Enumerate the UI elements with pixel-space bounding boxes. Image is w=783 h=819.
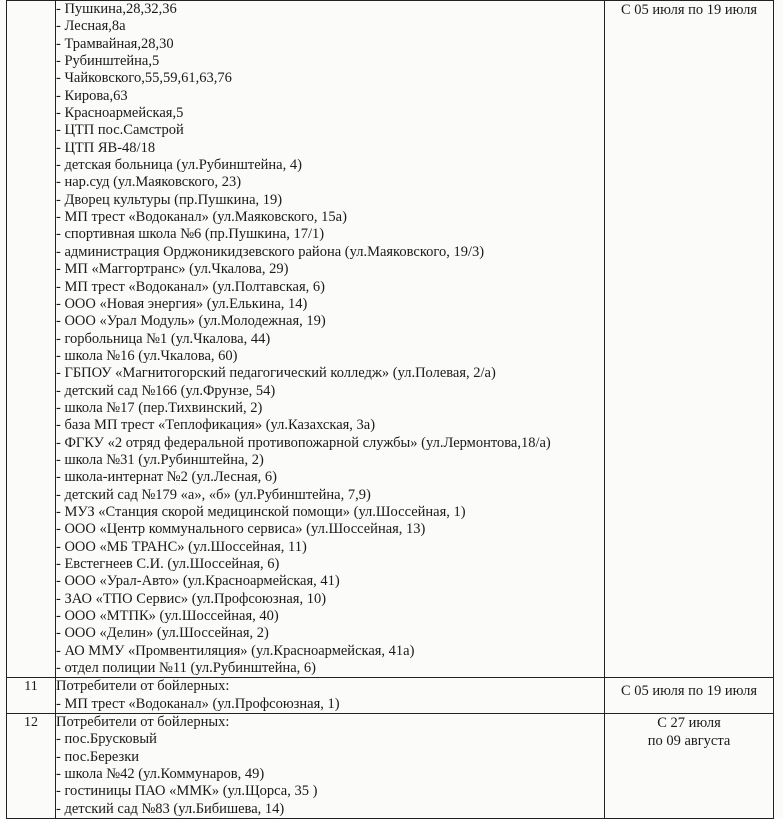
period-text: С 05 июля по 19 июля — [620, 2, 758, 18]
list-item: - ООО «МБ ТРАНС» (ул.Шоссейная, 11) — [56, 538, 307, 555]
list-item: - школа-интернат №2 (ул.Лесная, 6) — [56, 469, 277, 486]
list-item: - ООО «Центр коммунального сервиса» (ул.Шоссейная, 13) — [56, 521, 426, 538]
list-item: - ООО «Урал Модуль» (ул.Молодежная, 19) — [56, 313, 326, 330]
list-item: - Кирова,63 — [56, 87, 128, 104]
schedule-table — [6, 0, 774, 819]
consumer-list — [56, 1, 605, 678]
list-item: - ЗАО «ТПО Сервис» (ул.Профсоюзная, 10) — [56, 590, 327, 607]
list-item: - МУЗ «Станция скорой медицинской помощи» (ул.Шоссейная, 1) — [56, 503, 466, 520]
list-item: - ЦТП ЯВ-48/18 — [56, 139, 156, 156]
list-item: - ООО «Урал-Авто» (ул.Красноармейская, 41) — [56, 573, 340, 590]
list-item: - база МП трест «Теплофикация» (ул.Казахская, 3а) — [56, 417, 376, 434]
list-item: - школа №42 (ул.Коммунаров, 49) — [56, 766, 265, 783]
list-item: - детская больница (ул.Рубинштейна, 4) — [56, 157, 302, 174]
list-item: - детский сад №83 (ул.Бибишева, 14) — [56, 800, 285, 817]
row-number: 12 — [7, 714, 56, 819]
list-item: - ООО «Делин» (ул.Шоссейная, 2) — [56, 625, 269, 642]
row-number — [7, 1, 56, 678]
list-item: - МП трест «Водоканал» (ул.Маяковского, 15а) — [56, 209, 347, 226]
group-header: Потребители от бойлерных: — [56, 714, 230, 731]
list-item: - МП трест «Водоканал» (ул.Полтавская, 6) — [56, 278, 325, 295]
shutdown-period — [605, 678, 774, 714]
list-item: - пос.Березки — [56, 748, 140, 765]
list-item: - Лесная,8а — [56, 18, 126, 35]
period-text: С 27 июля — [657, 715, 721, 732]
list-item: - школа №17 (пер.Тихвинский, 2) — [56, 399, 263, 416]
list-item: - МП «Маггортранс» (ул.Чкалова, 29) — [56, 261, 289, 278]
list-item: - Пушкина,28,32,36 — [56, 1, 177, 17]
list-item: - ООО «МТПК» (ул.Шоссейная, 40) — [56, 608, 279, 625]
table-row — [7, 678, 774, 714]
list-item: - отдел полиции №11 (ул.Рубинштейна, 6) — [56, 660, 317, 677]
list-item: - АО ММУ «Промвентиляция» (ул.Красноармейская, 41а) — [56, 642, 415, 659]
list-item: - нар.суд (ул.Маяковского, 23) — [56, 174, 242, 191]
shutdown-period — [605, 714, 774, 819]
list-item: - детский сад №179 «а», «б» (ул.Рубинштейна, 7,9) — [56, 486, 371, 503]
consumer-list — [56, 714, 605, 819]
list-item: - школа №31 (ул.Рубинштейна, 2) — [56, 451, 264, 468]
list-item: - горбольница №1 (ул.Чкалова, 44) — [56, 330, 271, 347]
list-item: - ООО «Новая энергия» (ул.Елькина, 14) — [56, 295, 308, 312]
consumer-list — [56, 678, 605, 714]
row-number: 11 — [7, 678, 56, 714]
list-item: - ГБПОУ «Магнитогорский педагогический колледж» (ул.Полевая, 2/а) — [56, 365, 496, 382]
table-row — [7, 1, 774, 678]
list-item: - Чайковского,55,59,61,63,76 — [56, 70, 232, 87]
list-item: - Красноармейская,5 — [56, 105, 184, 122]
list-item: - пос.Брусковый — [56, 731, 157, 748]
list-item: - Трамвайная,28,30 — [56, 35, 174, 52]
list-item: - Евстегнеев С.И. (ул.Шоссейная, 6) — [56, 556, 280, 572]
list-item: - школа №16 (ул.Чкалова, 60) — [56, 347, 238, 364]
list-item: - ЦТП пос.Самстрой — [56, 122, 184, 139]
list-item: - ФГКУ «2 отряд федеральной противопожарной службы» (ул.Лермонтова,18/а) — [56, 434, 551, 451]
list-item: - МП трест «Водоканал» (ул.Профсоюзная, 1) — [56, 695, 340, 712]
period-text: по 09 августа — [647, 733, 731, 750]
list-item: - Дворец культуры (пр.Пушкина, 19) — [56, 191, 283, 208]
list-item: - детский сад №166 (ул.Фрунзе, 54) — [56, 382, 276, 399]
shutdown-period — [605, 1, 774, 678]
list-item: - гостиницы ПАО «ММК» (ул.Щорса, 35 ) — [56, 783, 318, 800]
list-item: - спортивная школа №6 (пр.Пушкина, 17/1) — [56, 226, 325, 243]
group-header: Потребители от бойлерных: — [56, 678, 230, 695]
table-row — [7, 714, 774, 819]
period-text: С 05 июля по 19 июля — [620, 683, 758, 700]
list-item: - администрация Орджоникидзевского района (ул.Маяковского, 19/3) — [56, 243, 485, 260]
list-item: - Рубинштейна,5 — [56, 53, 160, 70]
